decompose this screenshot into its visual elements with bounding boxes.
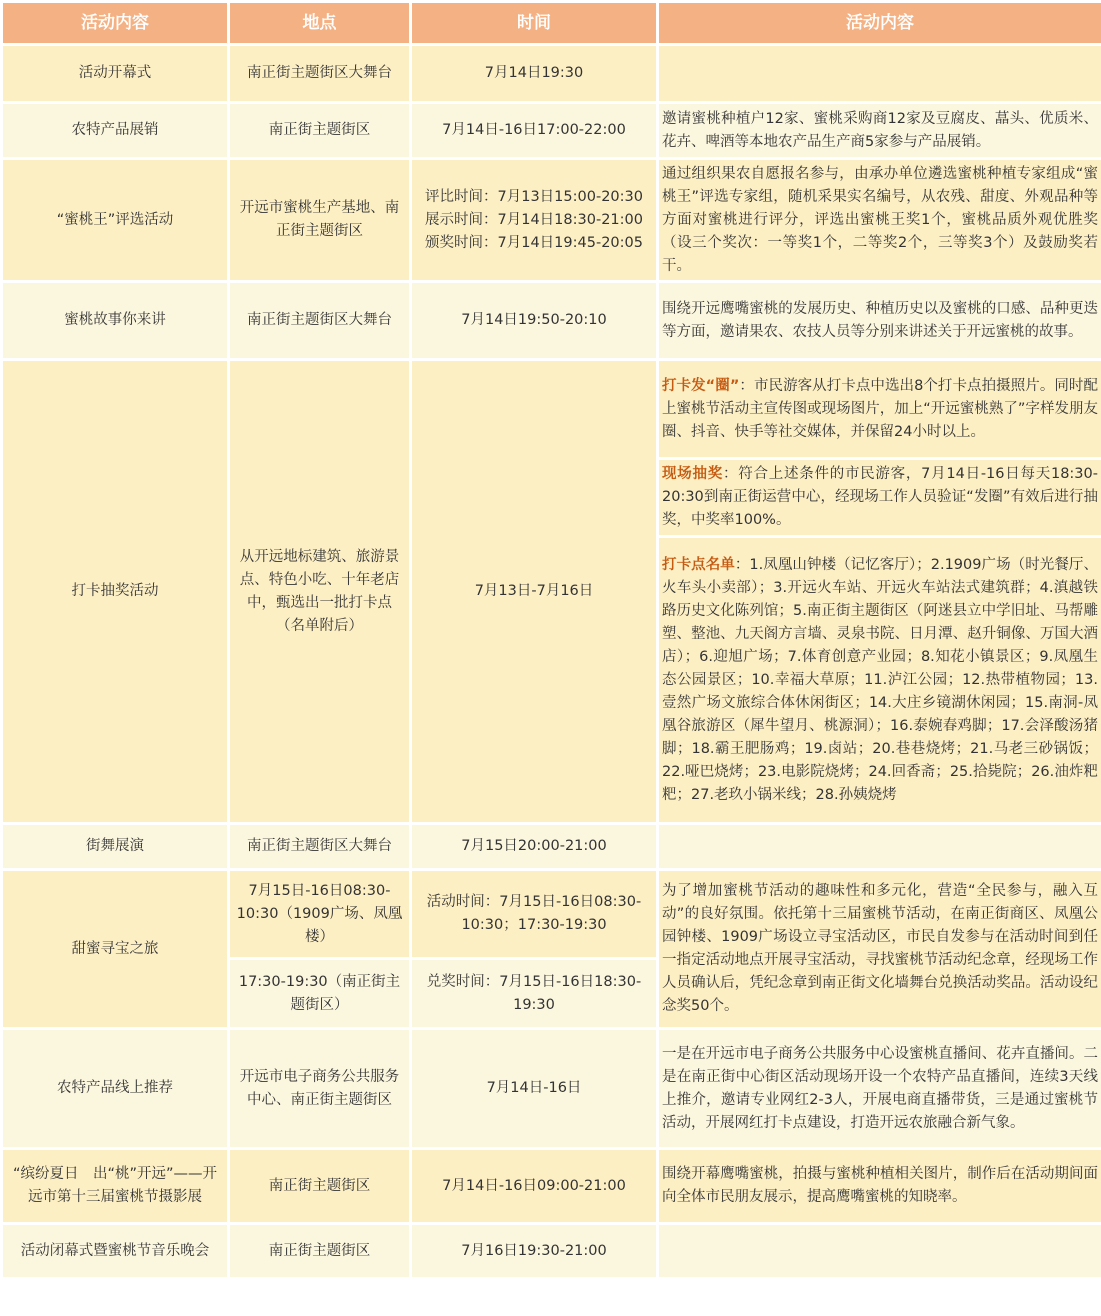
activity-name: 农特产品展销	[3, 104, 227, 157]
time-line: 颁奖时间：7月14日19:45-20:05	[425, 234, 643, 251]
activity-desc: 邀请蜜桃种植户12家、蜜桃采购商12家及豆腐皮、蕌头、优质米、花卉、啤酒等本地农产品生产商5家参与产品展销。	[659, 104, 1101, 157]
activity-name: “缤纷夏日 出“桃”开远”——开远市第十三届蜜桃节摄影展	[3, 1150, 227, 1222]
activity-desc	[659, 1225, 1101, 1277]
header-activity: 活动内容	[3, 3, 227, 43]
activity-place: 从开远地标建筑、旅游景点、特色小吃、十年老店中，甄选出一批打卡点（名单附后）	[230, 361, 409, 822]
desc-label: 打卡发“圈”	[662, 377, 740, 394]
activity-desc: 通过组织果农自愿报名参与，由承办单位遴选蜜桃种植专家组成“蜜桃王”评选专家组，随机采果实名编号，从农残、甜度、外观品种等方面对蜜桃进行评分，评选出蜜桃王奖1个，蜜桃品质外观优胜奖（设三个奖次：一等奖1个，二等奖2个，三等奖3个）及鼓励奖若干。	[659, 160, 1101, 280]
header-row	[3, 3, 1101, 43]
activity-place: 开远市蜜桃生产基地、南正街主题街区	[230, 160, 409, 280]
activity-place: 南正街主题街区大舞台	[230, 825, 409, 868]
table-row	[3, 1150, 1101, 1222]
activity-name: 蜜桃故事你来讲	[3, 283, 227, 358]
time-line: 展示时间：7月14日18:30-21:00	[425, 211, 643, 228]
activity-desc: 围绕开幕鹰嘴蜜桃，拍摄与蜜桃种植相关图片，制作后在活动期间面向全体市民朋友展示，提高鹰嘴蜜桃的知晓率。	[659, 1150, 1101, 1222]
table-row	[3, 160, 1101, 280]
activity-name: “蜜桃王”评选活动	[3, 160, 227, 280]
activity-place: 开远市电子商务公共服务中心、南正街主题街区	[230, 1030, 409, 1147]
activity-time: 7月16日19:30-21:00	[412, 1225, 656, 1277]
activity-place: 南正街主题街区	[230, 1225, 409, 1277]
activity-time: 7月13日-7月16日	[412, 361, 656, 822]
table-row	[3, 825, 1101, 868]
activity-desc	[659, 825, 1101, 868]
time-line: 评比时间：7月13日15:00-20:30	[425, 188, 643, 205]
activity-desc: 为了增加蜜桃节活动的趣味性和多元化，营造“全民参与，融入互动”的良好氛围。依托第十三届蜜桃节活动，在南正街商区、凤凰公园钟楼、1909广场设立寻宝活动区，市民自发参与在活动时间到任一指定活动地点开展寻宝活动，寻找蜜桃节活动纪念章，经现场工作人员确认后，凭纪念章到南正街文化墙舞台兑换活动奖品。活动设纪念奖50个。	[659, 871, 1101, 1027]
activity-time: 兑奖时间：7月15日-16日18:30-19:30	[412, 960, 656, 1027]
activity-desc: 围绕开远鹰嘴蜜桃的发展历史、种植历史以及蜜桃的口感、品种更迭等方面，邀请果农、农技人员等分别来讲述关于开远蜜桃的故事。	[659, 283, 1101, 358]
table-row	[3, 104, 1101, 157]
activity-time: 7月14日-16日09:00-21:00	[412, 1150, 656, 1222]
activity-name: 活动闭幕式暨蜜桃节音乐晚会	[3, 1225, 227, 1277]
activity-place: 南正街主题街区大舞台	[230, 46, 409, 101]
desc-text: ：符合上述条件的市民游客，7月14日-16日每天18:30-20:30到南正街运营中心，经现场工作人员验证“发圈”有效后进行抽奖，中奖率100%。	[662, 466, 1098, 528]
activity-name: 农特产品线上推荐	[3, 1030, 227, 1147]
activity-place: 南正街主题街区	[230, 104, 409, 157]
desc-label: 现场抽奖	[662, 466, 723, 482]
header-time: 时间	[412, 3, 656, 43]
desc-label: 打卡点名单	[662, 556, 735, 573]
table-row	[3, 1225, 1101, 1277]
activity-name: 甜蜜寻宝之旅	[3, 871, 227, 1027]
header-place: 地点	[230, 3, 409, 43]
desc-text: ：1.凤凰山钟楼（记忆客厅）；2.1909广场（时光餐厅、火车头小卖部）；3.开远火车站、开远火车站法式建筑群；4.滇越铁路历史文化陈列馆；5.南正街主题街区（阿迷县立中学旧址、马帮雕塑、整池、九天阁方言墙、灵泉书院、日月潭、赵升铜像、万国大酒店）；6.迎旭广场；7.体育创意产业园；8.知花小镇景区；9.凤凰生态公园景区；10.幸福大草原；11.泸江公园；12.热带植物园；13.壹然广场文旅综合体休闲街区；14.大庄乡镜湖休闲园；15.南洞-凤凰谷旅游区（犀牛望月、桃源洞）；16.泰婉春鸡脚；17.会泽酸汤猪脚；18.霸王肥肠鸡；19.卤站；20.巷巷烧烤；21.马老三砂锅饭；22.哑巴烧烤；23.电影院烧烤；24.回香斋；25.拾毙院；26.油炸粑粑；27.老玖小锅米线；28.孙姨烧烤	[662, 556, 1098, 803]
activity-time: 7月14日-16日17:00-22:00	[412, 104, 656, 157]
header-content: 活动内容	[659, 3, 1101, 43]
table-row	[3, 1030, 1101, 1147]
desc-text: ：市民游客从打卡点中选出8个打卡点拍摄照片。同时配上蜜桃节活动主宣传图或现场图片，加上“开远蜜桃熟了”字样发朋友圈、抖音、快手等社交媒体，并保留24小时以上。	[662, 377, 1098, 440]
activity-time: 7月14日-16日	[412, 1030, 656, 1147]
activity-desc	[659, 460, 1101, 535]
activity-desc	[659, 46, 1101, 101]
activity-time: 7月14日19:50-20:10	[412, 283, 656, 358]
activity-time	[412, 160, 656, 280]
table-row	[3, 46, 1101, 101]
activity-desc	[659, 361, 1101, 457]
activity-place: 17:30-19:30（南正街主题街区）	[230, 960, 409, 1027]
activity-time: 7月14日19:30	[412, 46, 656, 101]
activity-time: 7月15日20:00-21:00	[412, 825, 656, 868]
activity-name: 活动开幕式	[3, 46, 227, 101]
activity-place: 南正街主题街区大舞台	[230, 283, 409, 358]
table-row	[3, 361, 1101, 457]
activity-desc	[659, 538, 1101, 822]
activity-place: 南正街主题街区	[230, 1150, 409, 1222]
activity-name: 街舞展演	[3, 825, 227, 868]
table-row	[3, 283, 1101, 358]
table-row	[3, 871, 1101, 957]
activity-place: 7月15日-16日08:30-10:30（1909广场、凤凰楼）	[230, 871, 409, 957]
activity-desc: 一是在开远市电子商务公共服务中心设蜜桃直播间、花卉直播间。二是在南正街中心街区活动现场开设一个农特产品直播间，连续3天线上推介，邀请专业网红2-3人，开展电商直播带货，三是通过蜜桃节活动，开展网红打卡点建设，打造开远农旅融合新气象。	[659, 1030, 1101, 1147]
activity-name: 打卡抽奖活动	[3, 361, 227, 822]
activity-time: 活动时间：7月15日-16日08:30-10:30；17:30-19:30	[412, 871, 656, 957]
